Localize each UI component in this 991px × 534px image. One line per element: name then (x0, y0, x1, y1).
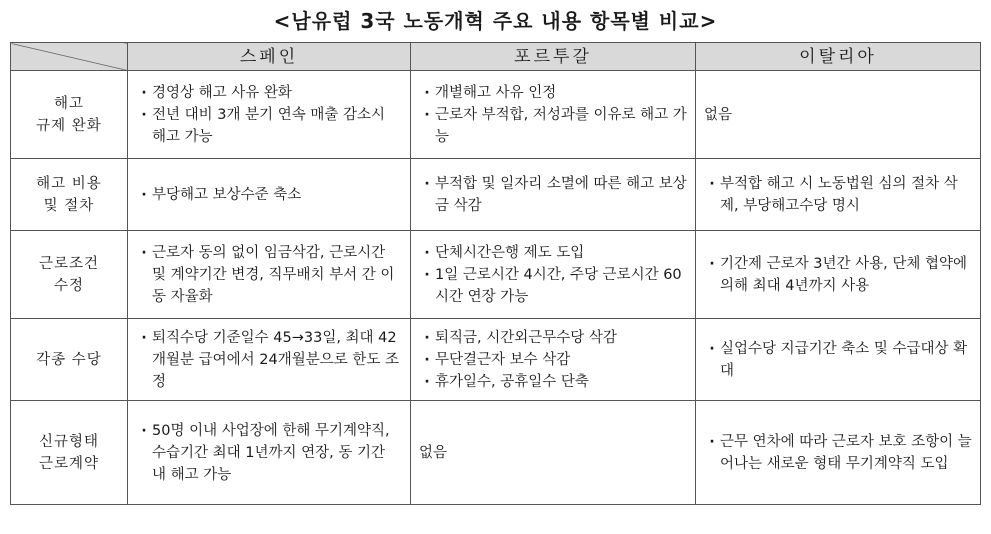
bullet-item: · 무단결근자 보수 삭감 (419, 349, 687, 371)
row-header (11, 231, 128, 319)
table-row (11, 159, 981, 231)
bullet-item: · 부적합 해고 시 노동법원 심의 절차 삭제, 부당해고수당 명시 (704, 173, 972, 217)
cell-spain (128, 159, 411, 231)
cell-italy (696, 71, 981, 159)
cell-italy (696, 231, 981, 319)
table-header-row (11, 43, 981, 71)
bullet-item: · 단체시간은행 제도 도입 (419, 242, 687, 264)
row-header (11, 319, 128, 401)
table-row (11, 319, 981, 401)
header-portugal: 포르투갈 (411, 43, 696, 71)
cell-spain (128, 401, 411, 505)
bullet-item: · 기간제 근로자 3년간 사용, 단체 협약에 의해 최대 4년까지 사용 (704, 253, 972, 297)
bullet-item: · 50명 이내 사업장에 한해 무기계약직, 수습기간 최대 1년까지 연장, 동 기간 내 해고 가능 (136, 420, 402, 486)
cell-italy (696, 159, 981, 231)
bullet-item: · 부당해고 보상수준 축소 (136, 184, 402, 206)
row-header-line: 신규형태 (38, 433, 100, 450)
row-header (11, 71, 128, 159)
row-header-line: 해고 비용 (36, 175, 102, 192)
cell-portugal (411, 159, 696, 231)
bullet-item: · 퇴직수당 기준일수 45→33일, 최대 42개월분 급여에서 24개월분으로 한도 조정 (136, 327, 402, 393)
bullet-item: · 개별해고 사유 인정 (419, 82, 687, 104)
cell-portugal (411, 231, 696, 319)
cell-spain (128, 71, 411, 159)
bullet-item: · 경영상 해고 사유 완화 (136, 82, 402, 104)
row-header-line: 및 절차 (43, 197, 95, 214)
comparison-table (10, 42, 981, 505)
cell-portugal (411, 401, 696, 505)
header-corner-cell (11, 43, 128, 71)
row-header-line: 수정 (53, 277, 84, 294)
cell-italy (696, 319, 981, 401)
bullet-item: · 근로자 부적합, 저성과를 이유로 해고 가능 (419, 104, 687, 148)
bullet-item: · 전년 대비 3개 분기 연속 매출 감소시 해고 가능 (136, 104, 402, 148)
cell-spain (128, 319, 411, 401)
cell-text: 없음 (419, 444, 448, 461)
row-header-line: 근로조건 (38, 255, 100, 272)
cell-italy (696, 401, 981, 505)
bullet-item: · 휴가일수, 공휴일수 단축 (419, 371, 687, 393)
table-row (11, 231, 981, 319)
row-header-line: 해고 (53, 95, 84, 112)
bullet-item: · 부적합 및 일자리 소멸에 따른 해고 보상금 삭감 (419, 173, 687, 217)
bullet-item: · 실업수당 지급기간 축소 및 수급대상 확대 (704, 338, 972, 382)
bullet-item: · 1일 근로시간 4시간, 주당 근로시간 60시간 연장 가능 (419, 264, 687, 308)
header-spain: 스페인 (128, 43, 411, 71)
row-header-line: 각종 수당 (36, 351, 102, 368)
table-row (11, 401, 981, 505)
cell-spain (128, 231, 411, 319)
bullet-item: · 퇴직금, 시간외근무수당 삭감 (419, 327, 687, 349)
cell-text: 없음 (704, 106, 733, 123)
row-header-line: 근로계약 (38, 455, 100, 472)
page-title: <남유럽 3국 노동개혁 주요 내용 항목별 비교> (273, 9, 718, 33)
bullet-item: · 근로자 동의 없이 임금삭감, 근로시간 및 계약기간 변경, 직무배치 부서 간 이동 자율화 (136, 242, 402, 308)
header-italy: 이탈리아 (696, 43, 981, 71)
bullet-item: · 근무 연차에 따라 근로자 보호 조항이 늘어나는 새로운 형태 무기계약직 도입 (704, 431, 972, 475)
cell-portugal (411, 71, 696, 159)
row-header (11, 401, 128, 505)
table-row (11, 71, 981, 159)
row-header (11, 159, 128, 231)
cell-portugal (411, 319, 696, 401)
row-header-line: 규제 완화 (36, 117, 102, 134)
